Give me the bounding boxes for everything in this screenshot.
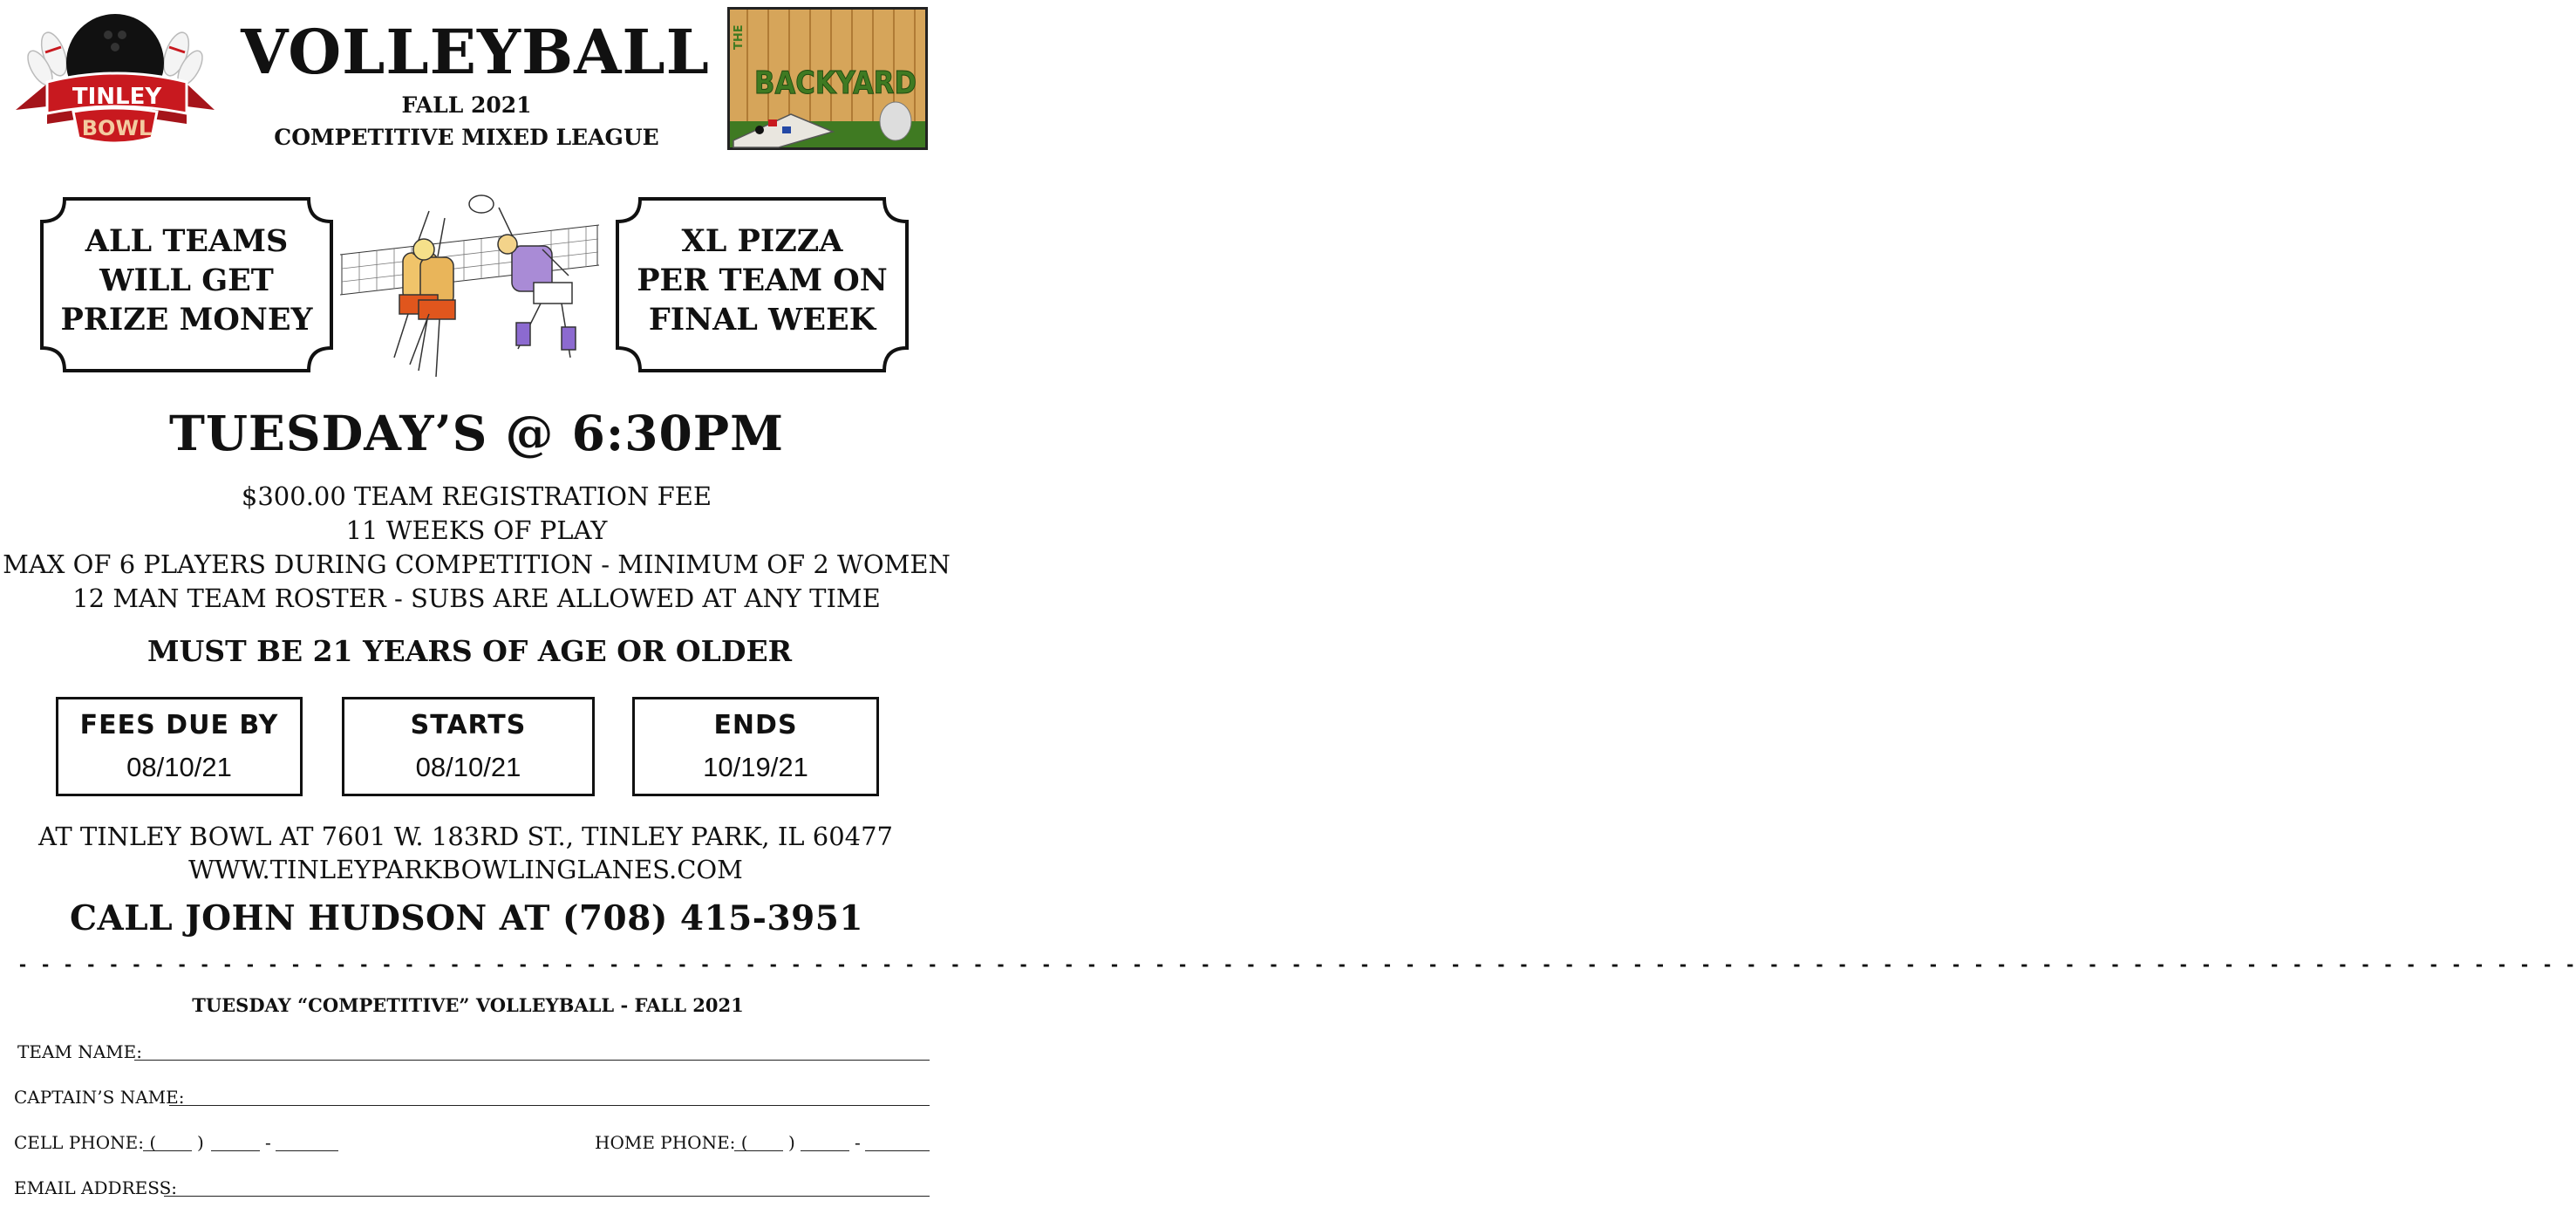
detail-weeks: 11 WEEKS OF PLAY — [345, 515, 608, 545]
contact-phone: CALL JOHN HUDSON AT (708) 415-3951 — [69, 898, 864, 938]
cell-phone-dash: - — [265, 1132, 271, 1153]
ends-label: ENDS — [713, 710, 798, 740]
home-phone-prefix-field[interactable] — [801, 1150, 849, 1151]
volleyball-players-illustration — [333, 192, 603, 388]
age-requirement: MUST BE 21 YEARS OF AGE OR OLDER — [147, 634, 793, 668]
home-phone-close-paren: ) — [788, 1132, 795, 1153]
svg-text:BACKYARD: BACKYARD — [754, 65, 917, 101]
fees-due-date: 08/10/21 — [126, 752, 232, 782]
ends-box — [632, 697, 879, 796]
home-phone-label: HOME PHONE: ( — [595, 1132, 748, 1153]
pizza-line-2: PER TEAM ON — [637, 263, 888, 298]
bowling-ball-pins-icon — [12, 9, 218, 155]
email-field[interactable] — [164, 1196, 930, 1197]
starts-box — [342, 697, 595, 796]
detail-max-players: MAX OF 6 PLAYERS DURING COMPETITION - MINIMUM OF 2 WOMEN — [3, 549, 951, 579]
fees-due-box — [56, 697, 303, 796]
svg-text:THE: THE — [733, 24, 746, 50]
captain-name-label: CAPTAIN’S NAME: — [14, 1087, 185, 1108]
pizza-line-3: FINAL WEEK — [648, 302, 876, 338]
starts-date: 08/10/21 — [415, 752, 521, 782]
detail-roster: 12 MAN TEAM ROSTER - SUBS ARE ALLOWED AT ANY TIME — [72, 583, 881, 613]
website-link[interactable]: WWW.TINLEYPARKBOWLINGLANES.COM — [188, 855, 743, 884]
backyard-logo — [727, 7, 928, 150]
league-subtitle: COMPETITIVE MIXED LEAGUE — [274, 125, 659, 150]
pizza-line-1: XL PIZZA — [681, 223, 843, 259]
home-phone-line-field[interactable] — [865, 1150, 930, 1151]
starts-label: STARTS — [410, 710, 527, 740]
prize-line-2: WILL GET — [99, 263, 274, 298]
prize-line-3: PRIZE MONEY — [60, 302, 313, 338]
home-phone-area-code-field[interactable] — [734, 1150, 783, 1151]
form-heading: TUESDAY “COMPETITIVE” VOLLEYBALL - FALL 2021 — [192, 994, 744, 1016]
cell-phone-line-field[interactable] — [276, 1150, 338, 1151]
schedule-heading: TUESDAY’S @ 6:30PM — [169, 405, 784, 461]
season-subtitle: FALL 2021 — [401, 92, 532, 118]
cornhole-board-icon — [730, 10, 925, 147]
email-label: EMAIL ADDRESS: — [14, 1177, 178, 1198]
team-name-label: TEAM NAME: — [17, 1041, 142, 1062]
tinley-bowl-logo — [12, 9, 218, 155]
ends-date: 10/19/21 — [703, 752, 808, 782]
prize-money-callout — [38, 195, 335, 374]
detail-registration-fee: $300.00 TEAM REGISTRATION FEE — [241, 481, 712, 511]
cell-phone-close-paren: ) — [197, 1132, 204, 1153]
svg-text:BOWL: BOWL — [81, 116, 153, 140]
cell-phone-area-code-field[interactable] — [143, 1150, 192, 1151]
cut-line-divider: - - - - - - - - - - - - - - - - - - - - - - - - - - - - - - - - - - - - - - - - - - - - - - - - - - - - - - - - - - - - - - - - - - - - - - - - - - - - - - - - - - - - - - - - - - - - - - - - - - - - - - - - - - - - - - - - - — [17, 954, 2576, 975]
fees-due-label: FEES DUE BY — [79, 710, 279, 740]
page-title: VOLLEYBALL — [241, 16, 710, 88]
prize-line-1: ALL TEAMS — [85, 223, 289, 259]
venue-address: AT TINLEY BOWL AT 7601 W. 183RD ST., TINLEY PARK, IL 60477 — [37, 822, 894, 851]
pizza-callout — [614, 195, 910, 374]
captain-name-field[interactable] — [169, 1105, 930, 1106]
cell-phone-label: CELL PHONE: ( — [14, 1132, 157, 1153]
team-name-field[interactable] — [134, 1060, 930, 1061]
svg-text:TINLEY: TINLEY — [72, 84, 162, 110]
volleyball-players-at-net-icon — [333, 192, 603, 388]
home-phone-dash: - — [855, 1132, 861, 1153]
cell-phone-prefix-field[interactable] — [211, 1150, 260, 1151]
